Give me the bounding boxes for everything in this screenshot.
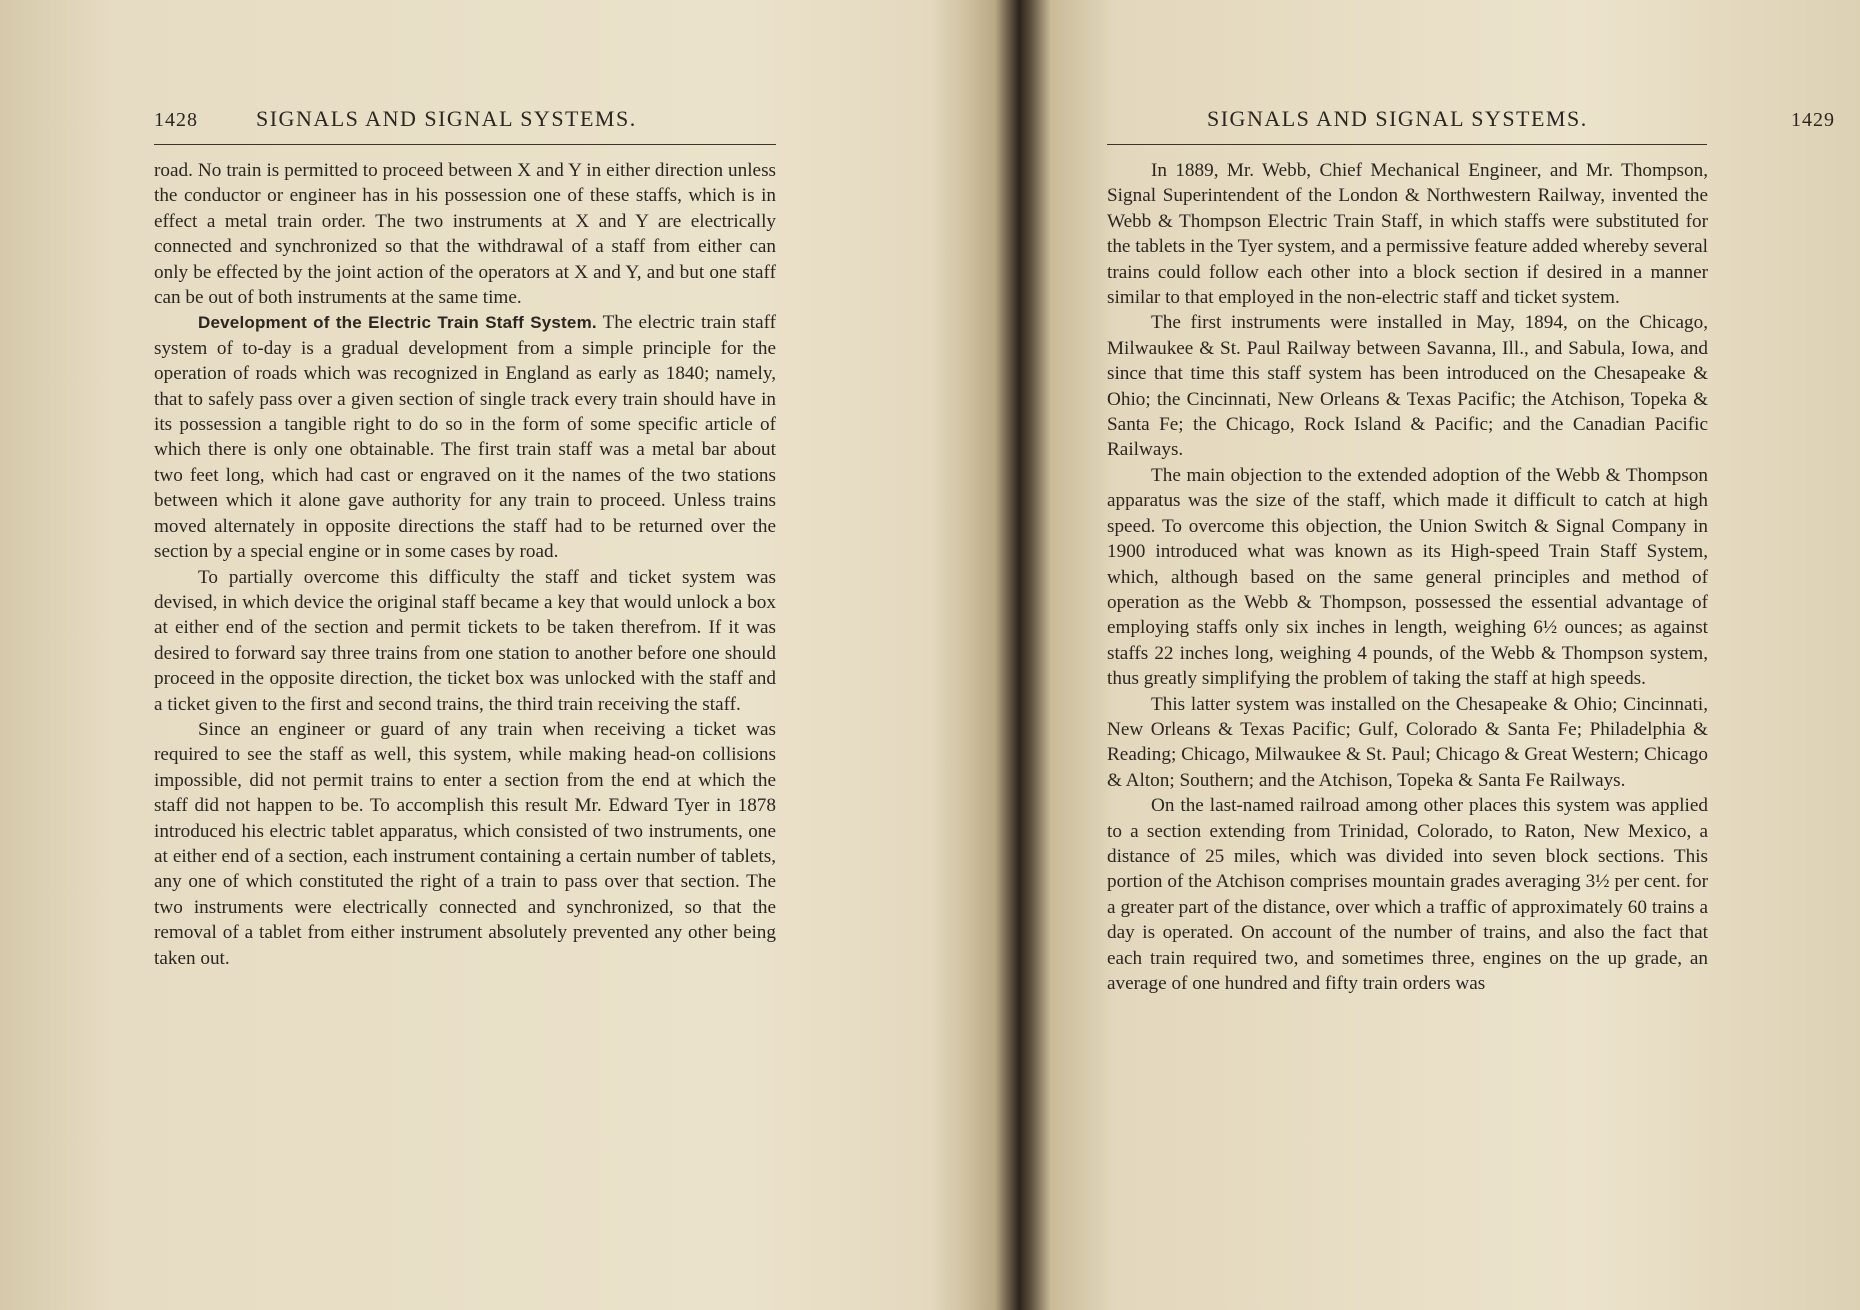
right-body-text	[1107, 158, 1708, 996]
paragraph: On the last-named railroad among other places this system was applied to a section extending from Trinidad, Colorado, to Raton, New Mexico, a distance of 25 miles, which was divided into seven block sections. This portion of the Atchison comprises mountain grades averaging 3½ per cent. for a greater part of the distance, over which a traffic of approximately 60 trains a day is operated. On account of the number of trains, and also the fact that each train required two, and sometimes three, engines on the up grade, an average of one hundred and fifty train orders was	[1107, 795, 1708, 994]
paragraph: This latter system was installed on the Chesapeake & Ohio; Cincinnati, New Orleans & Texas Pacific; Gulf, Colorado & Santa Fe; Philadelphia & Reading; Chicago, Milwaukee & St. Paul; Chicago & Great Western; Chicago & Alton; Southern; and the Atchison, Topeka & Santa Fe Railways.	[1107, 693, 1708, 791]
left-running-head: SIGNALS AND SIGNAL SYSTEMS.	[256, 106, 637, 131]
paragraph: road. No train is permitted to proceed between X and Y in either direction unless the conductor or engineer has in his possession one of these staffs, which is in effect a metal train order. The two instruments at X and Y are electrically connected and synchronized so that the withdrawal of a staff from either can only be effected by the joint action of the operators at X and Y, and but one staff can be out of both instruments at the same time.	[154, 160, 776, 309]
left-body-text	[154, 158, 776, 971]
left-header-rule	[154, 144, 776, 145]
paragraph: In 1889, Mr. Webb, Chief Mechanical Engineer, and Mr. Thompson, Signal Superintendent of the London & Northwestern Railway, invented the Webb & Thompson Electric Train Staff, in which staffs were substituted for the tablets in the Tyer system, and a permissive feature added whereby several trains could follow each other into a block section if desired in a manner similar to that employed in the non-electric staff and ticket system.	[1107, 160, 1708, 309]
paragraph: To partially overcome this difficulty the staff and ticket system was devised, in which device the original staff became a key that would unlock a box at either end of the section and permit tickets to be taken therefrom. If it was desired to forward say three trains from one station to another before one should proceed in the opposite direction, the ticket box was unlocked with the staff and a ticket given to the first and second trains, the third train receiving the staff.	[154, 566, 776, 715]
right-page-header	[1207, 106, 1835, 138]
left-page-number: 1428	[154, 109, 198, 131]
right-page-number: 1429	[1791, 109, 1835, 131]
paragraph: Since an engineer or guard of any train when receiving a ticket was required to see the staff as well, this system, while making head-on collisions impossible, did not permit trains to enter a section from the end at which the staff did not happen to be. To accomplish this result Mr. Edward Tyer in 1878 introduced his electric tablet apparatus, which consisted of two instruments, one at either end of a section, each instrument containing a certain number of tablets, any one of which constituted the right of a train to pass over that section. The two instruments were electrically connected and synchronized, so that the removal of a tablet from either instrument absolutely prevented any other being taken out.	[154, 718, 776, 969]
paragraph-text: The electric train staff system of to-day is a gradual development from a simple principle for the operation of roads which was recognized in England as early as 1840; namely, that to safely pass over a given section of single track every train should have in its possession a tangible right to do so in the form of some specific article of which there is only one obtainable. The first train staff was a metal bar about two feet long, which had cast or engraved on it the names of the two stations between which it alone gave authority for any train to proceed. Unless trains moved alternately in opposite directions the staff had to be returned over the section by a special engine or in some cases by road.	[154, 312, 777, 563]
right-header-rule	[1107, 144, 1707, 145]
paragraph: The main objection to the extended adoption of the Webb & Thompson apparatus was the size of the staff, which made it difficult to catch at high speed. To overcome this objection, the Union Switch & Signal Company in 1900 introduced what was known as its High-speed Train Staff System, which, although based on the same general principles and method of operation as the Webb & Thompson, possessed the essential advantage of employing staffs only six inches in length, weighing 6½ ounces; as against staffs 22 inches long, weighing 4 pounds, of the Webb & Thompson system, thus greatly simplifying the problem of taking the staff at high speeds.	[1107, 464, 1708, 690]
paragraph-with-side-heading	[154, 310, 776, 564]
right-page	[958, 0, 1860, 1310]
left-page-header	[154, 106, 776, 138]
paragraph: The first instruments were installed in May, 1894, on the Chicago, Milwaukee & St. Paul Railway between Savanna, Ill., and Sabula, Iowa, and since that time this staff system has been introduced on the Chesapeake & Ohio; the Cincinnati, New Orleans & Texas Pacific; the Atchison, Topeka & Santa Fe; the Chicago, Rock Island & Pacific; and the Canadian Pacific Railways.	[1107, 312, 1708, 461]
right-running-head: SIGNALS AND SIGNAL SYSTEMS.	[1207, 106, 1588, 131]
side-heading: Development of the Electric Train Staff System.	[198, 313, 597, 333]
